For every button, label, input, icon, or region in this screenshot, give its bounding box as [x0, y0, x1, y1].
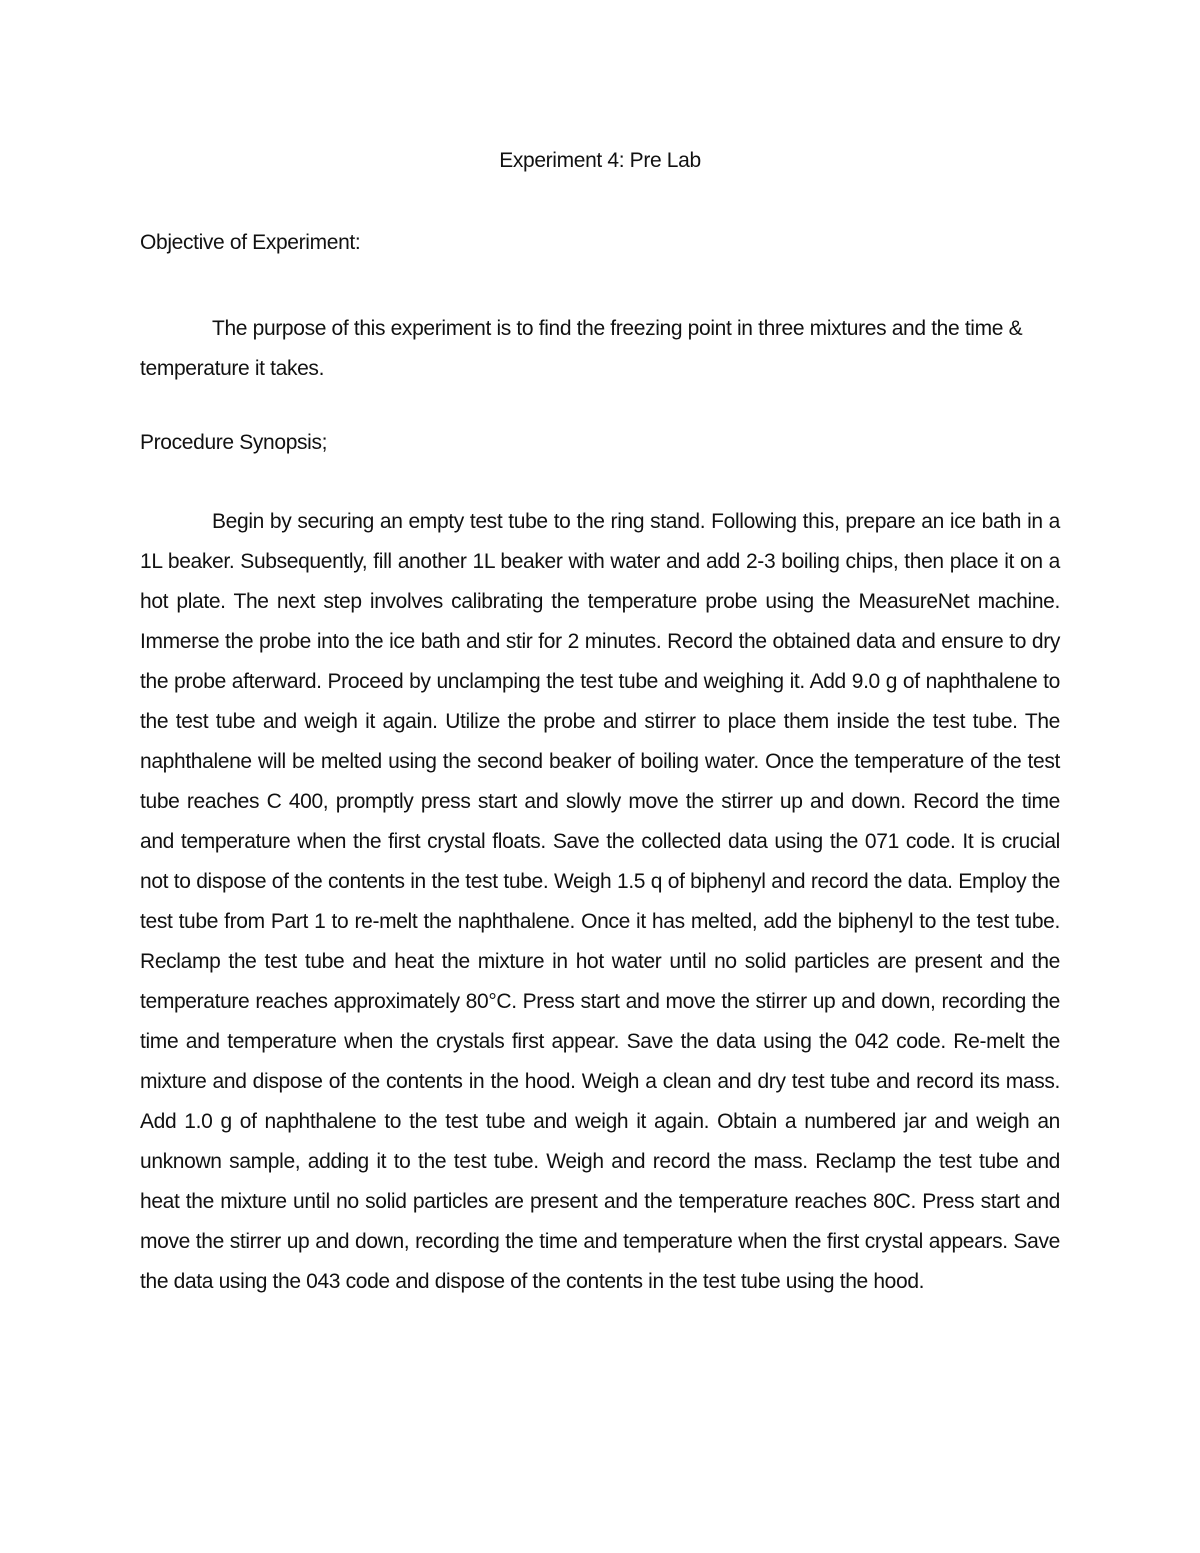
procedure-heading: Procedure Synopsis; [140, 431, 328, 454]
procedure-paragraph: Begin by securing an empty test tube to the ring stand. Following this, prepare an ice bath in a 1L beaker. Subsequently, fill another 1L beaker with water and add 2-3 boiling chips, then place it on a hot plate. The next step involves calibrating the temperature probe using the MeasureNet machine. Immerse the probe into the ice bath and stir for 2 minutes. Record the obtained data and ensure to dry the probe afterward. Proceed by unclamping the test tube and weighing it. Add 9.0 g of naphthalene to the test tube and weigh it again. Utilize the probe and stirrer to place them inside the test tube. The naphthalene will be melted using the second beaker of boiling water. Once the temperature of the test tube reaches C 400, promptly press start and slowly move the stirrer up and down. Record the time and temperature when the first crystal floats. Save the collected data using the 071 code. It is crucial not to dispose of the contents in the test tube. Weigh 1.5 q of biphenyl and record the data. Employ the test tube from Part 1 to re-melt the naphthalene. Once it has melted, add the biphenyl to the test tube. Reclamp the test tube and heat the mixture in hot water until no solid particles are present and the temperature reaches approximately 80°C. Press start and move the stirrer up and down, recording the time and temperature when the crystals first appear. Save the data using the 042 code. Re-melt the mixture and dispose of the contents in the hood. Weigh a clean and dry test tube and record its mass. Add 1.0 g of naphthalene to the test tube and weigh it again. Obtain a numbered jar and weigh an unknown sample, adding it to the test tube. Weigh and record the mass. Reclamp the test tube and heat the mixture until no solid particles are present and the temperature reaches 80C. Press start and move the stirrer up and down, recording the time and temperature when the first crystal appears. Save the data using the 043 code and dispose of the contents in the test tube using the hood. [140, 510, 1060, 1293]
objective-heading: Objective of Experiment: [140, 231, 361, 254]
objective-paragraph: The purpose of this experiment is to find the freezing point in three mixtures and the time & temperature it takes. [140, 317, 1023, 380]
document-title: Experiment 4: Pre Lab [499, 149, 701, 172]
